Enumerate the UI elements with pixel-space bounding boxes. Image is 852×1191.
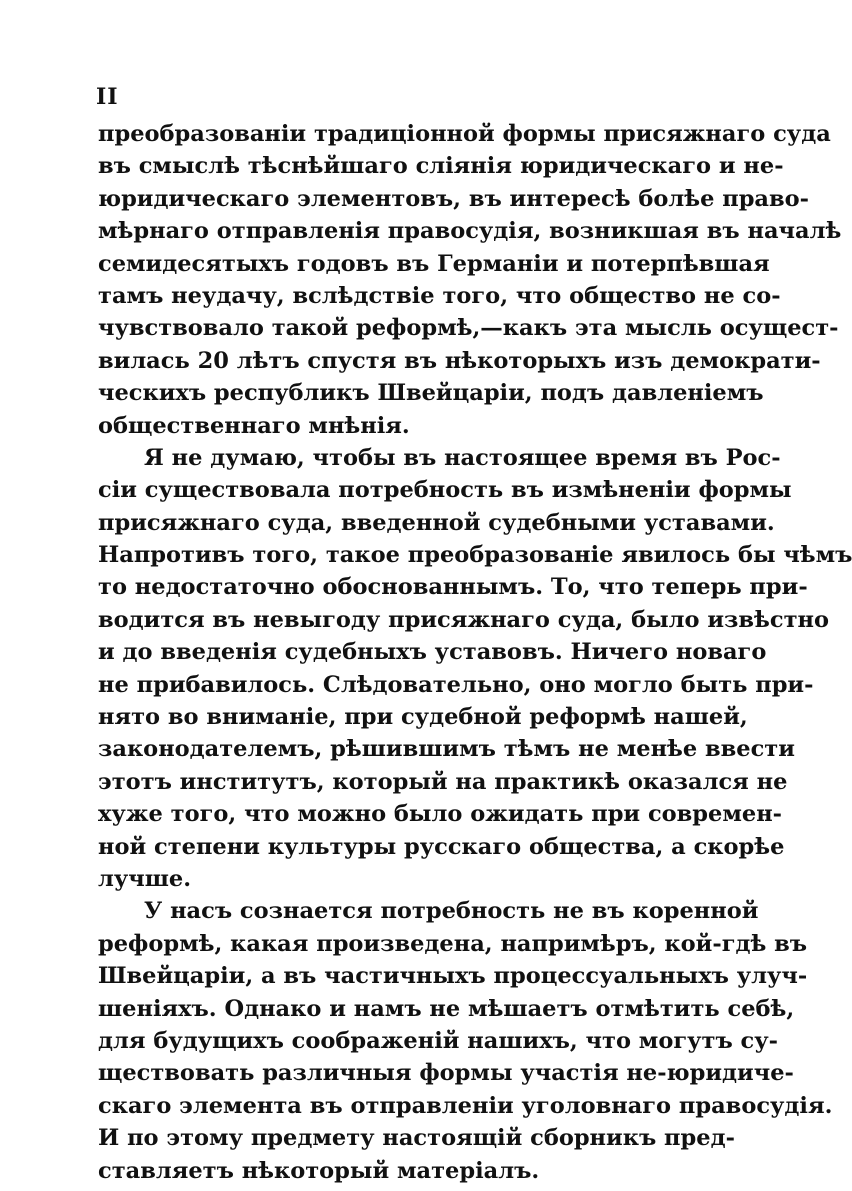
- text-line: Швейцаріи, а въ частичныхъ процессуальныхъ улуч-: [98, 963, 808, 990]
- text-line: ставляетъ нѣкоторый матеріалъ.: [98, 1157, 540, 1184]
- text-line: ной степени культуры русскаго общества, а скорѣе: [98, 833, 785, 860]
- text-line: лучше.: [98, 865, 192, 892]
- text-line: общественнаго мнѣнія.: [98, 412, 410, 439]
- text-line: И по этому предмету настоящій сборникъ пред-: [98, 1125, 735, 1152]
- text-line: У насъ сознается потребность не въ коренной: [144, 898, 759, 925]
- text-line: и до введенія судебныхъ уставовъ. Ничего новаго: [98, 639, 767, 666]
- text-line: нято во вниманіе, при судебной реформѣ нашей,: [98, 704, 748, 731]
- text-line: чувствовало такой реформѣ,—какъ эта мысль осущест-: [98, 315, 839, 342]
- text-line: скаго элемента въ отправленіи уголовнаго правосудія.: [98, 1092, 833, 1119]
- text-line: сіи существовала потребность въ измѣненіи формы: [98, 477, 792, 504]
- text-line: не прибавилось. Слѣдовательно, оно могло быть при-: [98, 671, 814, 698]
- text-line: для будущихъ соображеній нашихъ, что могутъ су-: [98, 1027, 778, 1054]
- text-line: мѣрнаго отправленія правосудія, возникшая въ началѣ: [98, 218, 842, 245]
- text-line: семидесятыхъ годовъ въ Германіи и потерпѣвшая: [98, 250, 770, 277]
- text-line: водится въ невыгоду присяжнаго суда, было извѣстно: [98, 606, 829, 633]
- text-line: въ смыслѣ тѣснѣйшаго сліянія юридическаго и не-: [98, 153, 784, 180]
- paragraph: [98, 895, 833, 1187]
- text-line: тамъ неудачу, вслѣдствіе того, что общество не со-: [98, 282, 781, 309]
- text-line: законодателемъ, рѣшившимъ тѣмъ не менѣе ввести: [98, 736, 795, 763]
- text-line: этотъ институтъ, который на практикѣ оказался не: [98, 768, 788, 795]
- text-line: Я не думаю, чтобы въ настоящее время въ Рос-: [144, 444, 781, 471]
- text-line: присяжнаго суда, введенной судебными уставами.: [98, 509, 775, 536]
- text-line: ществовать различныя формы участія не-юридиче-: [98, 1060, 794, 1087]
- text-line: юридическаго элементовъ, въ интересѣ болѣе право-: [98, 185, 809, 212]
- text-line: хуже того, что можно было ожидать при современ-: [98, 801, 783, 828]
- text-line: то недостаточно обоснованнымъ. То, что теперь при-: [98, 574, 808, 601]
- text-line: реформѣ, какая произведена, напримѣръ, кой-гдѣ въ: [98, 930, 808, 957]
- text-line: Напротивъ того, такое преобразованіе явилось бы чѣмъ: [98, 542, 852, 569]
- text-line: вилась 20 лѣтъ спустя въ нѣкоторыхъ изъ демократи-: [98, 347, 821, 374]
- paragraph: [98, 442, 852, 895]
- body-text: [98, 118, 852, 1187]
- text-line: ческихъ республикъ Швейцаріи, подъ давленіемъ: [98, 380, 764, 407]
- text-line: шеніяхъ. Однако и намъ не мѣшаетъ отмѣтить себѣ,: [98, 995, 795, 1022]
- page-number: II: [96, 84, 119, 110]
- paragraph: [98, 118, 842, 442]
- text-line: преобразованіи традиціонной формы присяжнаго суда: [98, 121, 831, 147]
